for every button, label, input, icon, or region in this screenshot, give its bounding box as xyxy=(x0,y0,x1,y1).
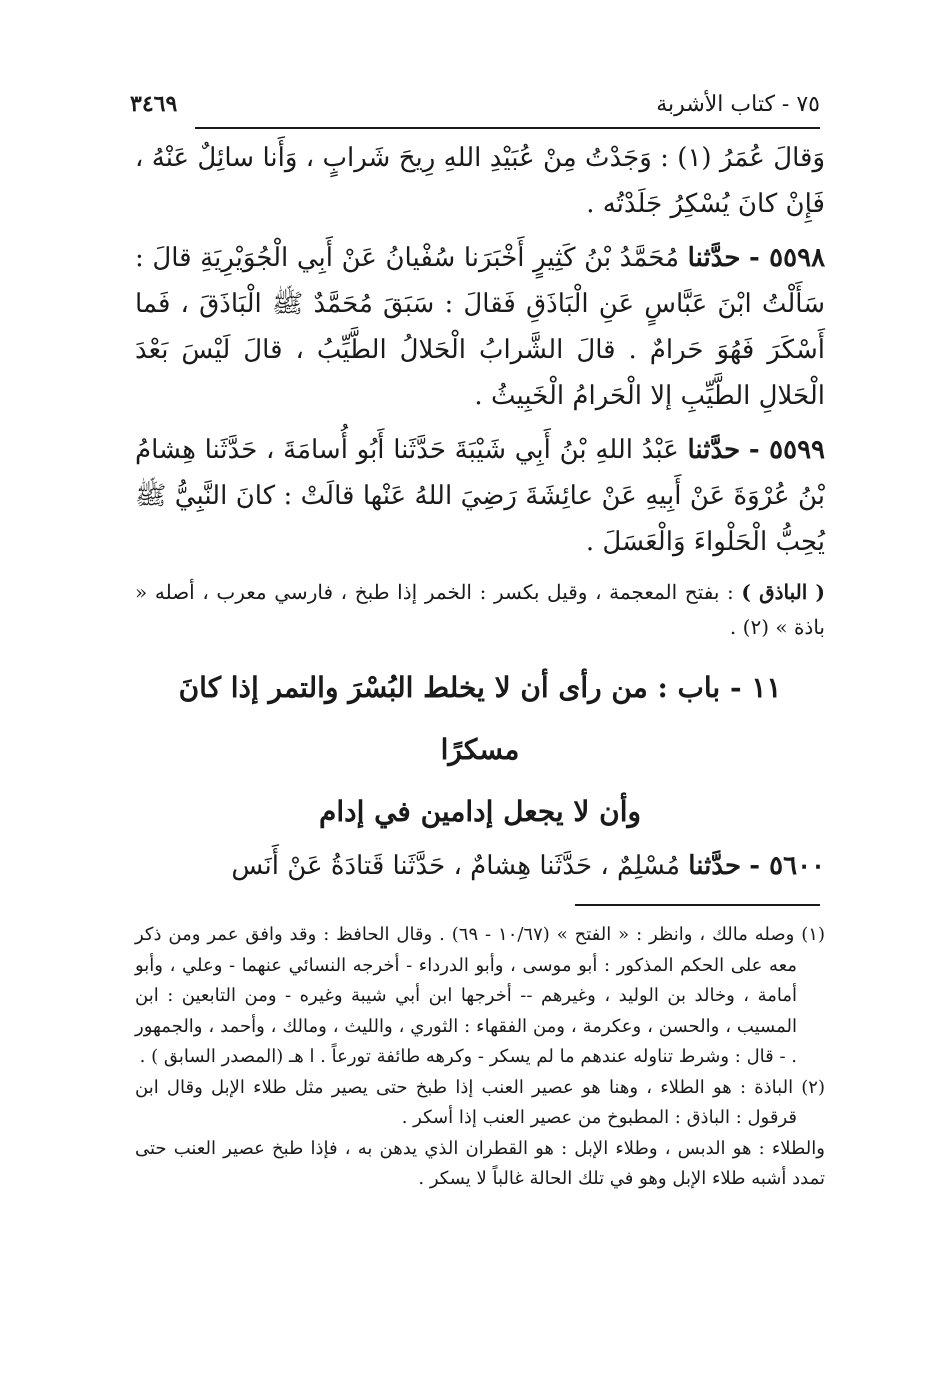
hadith-5599 xyxy=(135,427,825,565)
footnotes xyxy=(135,920,825,1195)
hadith-lead: حدَّثنا xyxy=(687,243,741,273)
chapter-heading: ١١ - باب : من رأى أن لا يخلط البُسْرَ والتمر إذا كانَ مسكرًا xyxy=(178,671,782,766)
hadith-5600 xyxy=(135,843,825,889)
footnote-1: (١) وصله مالك ، وانظر : « الفتح » (١٠/٦٧ - ٦٩) . وقال الحافظ : وقد وافق عمر ومن ذكر معه على الحكم المذكور : أبو موسى ، وأبو الدرداء - أخرجه النسائي عنهما - وعلي ، وأبو أمامة ، وخالد بن الوليد ، وغيرهم -- أخرجها ابن أبي شيبة وغيره - ومن التابعين : ابن المسيب ، والحسن ، وعكرمة ، ومن الفقهاء : الثوري ، والليث ، ومالك ، وأحمد ، والجمهور . - قال : وشرط تناوله عندهم ما لم يسكر - وكرهه طائفة تورعاً . ا هـ (المصدر السابق ) . xyxy=(135,924,825,1067)
intro-paragraph: وَقالَ عُمَرُ (١) : وَجَدْتُ مِنْ عُبَيْدِ اللهِ رِيحَ شَرابٍ ، وَأَنا سائِلٌ عَنْهُ ، فَإِنْ كانَ يُسْكِرُ جَلَدْتُه . xyxy=(135,143,825,219)
hadith-number: ٥٥٩٩ - xyxy=(748,435,826,465)
commentary-term: ( الباذق ) xyxy=(741,580,825,604)
footnote-2: (٢) الباذة : هو الطلاء ، وهنا هو عصير العنب إذا طبخ حتى يصير مثل طلاء الإبل وقال ابن قرقول : الباذق : المطبوخ من عصير العنب إذا أسكر . xyxy=(135,1076,825,1128)
hadith-lead: حدَّثنا xyxy=(687,435,741,465)
footnote-2-continuation: والطلاء : هو الدبس ، وطلاء الإبل : هو القطران الذي يدهن به ، فإذا طبخ عصير العنب حتى تمدد أشبه طلاء الإبل وهو في تلك الحالة غالباً لا يسكر . xyxy=(135,1137,825,1189)
commentary-note xyxy=(135,575,825,645)
running-header xyxy=(130,86,820,122)
hadith-text: مُحَمَّدُ بْنُ كَثِيرٍ أَخْبَرَنا سُفْيانُ عَنْ أَبِي الْجُوَيْرِيَةِ قالَ : سَأَلْتُ ابْنَ عَبَّاسٍ عَنِ الْبَاذَقِ فَقالَ : سَبَقَ مُحَمَّدٌ ﷺ الْبَاذَقَ ، فَما أَسْكَرَ فَهُوَ حَرامٌ . قالَ الشَّرابُ الْحَلالُ الطَّيِّبُ ، قالَ لَيْسَ بَعْدَ الْحَلالِ الطَّيِّبِ إلا الْحَرامُ الْخَبِيثُ . xyxy=(135,243,825,411)
page-number: ٣٤٦٩ xyxy=(130,91,178,117)
hadith-5598 xyxy=(135,235,825,419)
header-rule xyxy=(195,127,820,129)
chapter-title: ٧٥ - كتاب الأشربة xyxy=(656,91,820,117)
hadith-text: عَبْدُ اللهِ بْنُ أَبِي شَيْبَةَ حَدَّثَنا أَبُو أُسامَةَ ، حَدَّثَنا هِشامُ بْنُ عُرْوَةَ عَنْ أَبِيهِ عَنْ عائِشَةَ رَضِيَ اللهُ عَنْها قالَتْ : كانَ النَّبِيُّ ﷺ يُحِبُّ الْحَلْواءَ وَالْعَسَلَ . xyxy=(135,435,825,557)
hadith-text: مُسْلِمٌ ، حَدَّثَنا هِشامٌ ، حَدَّثَنا قَتادَةُ عَنْ أَنَس xyxy=(231,851,681,881)
footnote-rule xyxy=(575,904,820,906)
hadith-number: ٥٥٩٨ - xyxy=(749,243,826,273)
main-text xyxy=(135,135,825,889)
commentary-text: : بفتح المعجمة ، وقيل بكسر : الخمر إذا طبخ ، فارسي معرب ، أصله « باذة » (٢) . xyxy=(135,580,825,639)
chapter-heading-subtitle: وأن لا يجعل إدامين في إدام xyxy=(318,795,642,828)
hadith-lead: حدَّثنا xyxy=(688,851,742,881)
hadith-number: ٥٦٠٠ - xyxy=(749,851,825,881)
